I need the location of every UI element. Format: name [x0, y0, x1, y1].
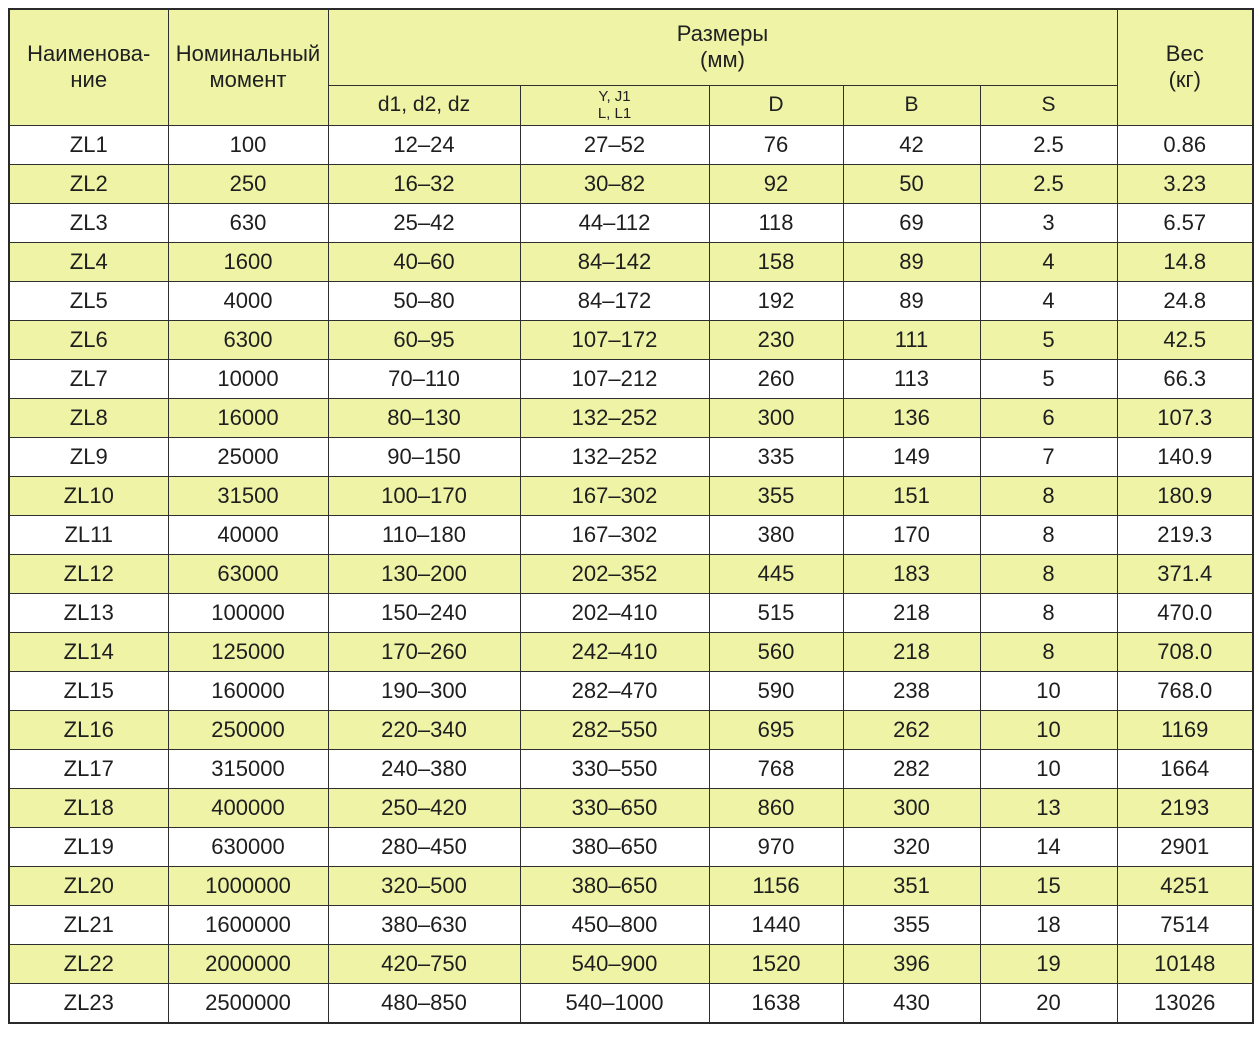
header-weight-line1: Вес [1165, 41, 1204, 67]
shaft-diameter-cell: 25–42 [328, 203, 520, 242]
shaft-diameter-cell: 220–340 [328, 710, 520, 749]
weight-cell: 0.86 [1117, 125, 1253, 164]
outer-diameter-cell: 300 [709, 398, 843, 437]
gap-s-cell: 8 [980, 593, 1117, 632]
nominal-moment-cell: 2500000 [168, 983, 328, 1023]
nominal-moment-cell: 160000 [168, 671, 328, 710]
gap-s-cell: 10 [980, 671, 1117, 710]
gap-s-cell: 8 [980, 632, 1117, 671]
model-cell: ZL23 [9, 983, 168, 1023]
width-b-cell: 430 [843, 983, 980, 1023]
shaft-diameter-cell: 480–850 [328, 983, 520, 1023]
model-cell: ZL1 [9, 125, 168, 164]
shaft-diameter-cell: 60–95 [328, 320, 520, 359]
hub-length-cell: 202–410 [520, 593, 709, 632]
width-b-cell: 111 [843, 320, 980, 359]
header-dimensions-line1: Размеры [676, 21, 769, 47]
model-cell: ZL4 [9, 242, 168, 281]
weight-cell: 371.4 [1117, 554, 1253, 593]
width-b-cell: 282 [843, 749, 980, 788]
weight-cell: 107.3 [1117, 398, 1253, 437]
shaft-diameter-cell: 170–260 [328, 632, 520, 671]
header-dimensions-line2: (мм) [700, 47, 745, 73]
hub-length-cell: 380–650 [520, 827, 709, 866]
table-row [9, 281, 1253, 320]
nominal-moment-cell: 25000 [168, 437, 328, 476]
weight-cell: 140.9 [1117, 437, 1253, 476]
hub-length-cell: 132–252 [520, 437, 709, 476]
nominal-moment-cell: 630000 [168, 827, 328, 866]
nominal-moment-cell: 125000 [168, 632, 328, 671]
nominal-moment-cell: 250 [168, 164, 328, 203]
outer-diameter-cell: 445 [709, 554, 843, 593]
nominal-moment-cell: 31500 [168, 476, 328, 515]
table-body [9, 125, 1253, 1023]
header-hub-lengths [520, 85, 709, 125]
gap-s-cell: 20 [980, 983, 1117, 1023]
outer-diameter-cell: 1638 [709, 983, 843, 1023]
header-name-line1: Наименова- [27, 41, 151, 67]
hub-length-cell: 107–212 [520, 359, 709, 398]
model-cell: ZL16 [9, 710, 168, 749]
model-cell: ZL10 [9, 476, 168, 515]
model-cell: ZL15 [9, 671, 168, 710]
shaft-diameter-cell: 130–200 [328, 554, 520, 593]
model-cell: ZL3 [9, 203, 168, 242]
width-b-cell: 136 [843, 398, 980, 437]
hub-length-cell: 167–302 [520, 476, 709, 515]
model-cell: ZL12 [9, 554, 168, 593]
model-cell: ZL9 [9, 437, 168, 476]
gap-s-cell: 19 [980, 944, 1117, 983]
width-b-cell: 218 [843, 632, 980, 671]
gap-s-cell: 2.5 [980, 125, 1117, 164]
outer-diameter-cell: 76 [709, 125, 843, 164]
nominal-moment-cell: 100000 [168, 593, 328, 632]
nominal-moment-cell: 6300 [168, 320, 328, 359]
width-b-cell: 300 [843, 788, 980, 827]
shaft-diameter-cell: 40–60 [328, 242, 520, 281]
weight-cell: 14.8 [1117, 242, 1253, 281]
width-b-cell: 170 [843, 515, 980, 554]
table-row [9, 125, 1253, 164]
width-b-cell: 89 [843, 242, 980, 281]
header-moment-line1: Номинальный [175, 41, 321, 67]
table-row [9, 242, 1253, 281]
model-cell: ZL5 [9, 281, 168, 320]
weight-cell: 4251 [1117, 866, 1253, 905]
nominal-moment-cell: 315000 [168, 749, 328, 788]
gap-s-cell: 4 [980, 281, 1117, 320]
weight-cell: 7514 [1117, 905, 1253, 944]
table-row [9, 671, 1253, 710]
shaft-diameter-cell: 280–450 [328, 827, 520, 866]
outer-diameter-cell: 355 [709, 476, 843, 515]
outer-diameter-cell: 118 [709, 203, 843, 242]
model-cell: ZL21 [9, 905, 168, 944]
table-row [9, 827, 1253, 866]
model-cell: ZL14 [9, 632, 168, 671]
weight-cell: 219.3 [1117, 515, 1253, 554]
shaft-diameter-cell: 150–240 [328, 593, 520, 632]
weight-cell: 24.8 [1117, 281, 1253, 320]
hub-length-cell: 282–470 [520, 671, 709, 710]
table-row [9, 905, 1253, 944]
outer-diameter-cell: 1520 [709, 944, 843, 983]
width-b-cell: 149 [843, 437, 980, 476]
hub-length-cell: 282–550 [520, 710, 709, 749]
hub-length-cell: 132–252 [520, 398, 709, 437]
shaft-diameter-cell: 380–630 [328, 905, 520, 944]
shaft-diameter-cell: 16–32 [328, 164, 520, 203]
outer-diameter-cell: 260 [709, 359, 843, 398]
header-weight [1117, 9, 1253, 125]
header-nominal-moment [168, 9, 328, 125]
outer-diameter-cell: 335 [709, 437, 843, 476]
weight-cell: 42.5 [1117, 320, 1253, 359]
gap-s-cell: 6 [980, 398, 1117, 437]
table-row [9, 944, 1253, 983]
shaft-diameter-cell: 70–110 [328, 359, 520, 398]
gap-s-cell: 13 [980, 788, 1117, 827]
gap-s-cell: 14 [980, 827, 1117, 866]
header-name [9, 9, 168, 125]
outer-diameter-cell: 860 [709, 788, 843, 827]
table-row [9, 749, 1253, 788]
table-row [9, 203, 1253, 242]
shaft-diameter-cell: 50–80 [328, 281, 520, 320]
table-row [9, 398, 1253, 437]
table-row [9, 476, 1253, 515]
weight-cell: 2901 [1117, 827, 1253, 866]
outer-diameter-cell: 560 [709, 632, 843, 671]
hub-length-cell: 30–82 [520, 164, 709, 203]
shaft-diameter-cell: 190–300 [328, 671, 520, 710]
width-b-cell: 183 [843, 554, 980, 593]
shaft-diameter-cell: 80–130 [328, 398, 520, 437]
model-cell: ZL7 [9, 359, 168, 398]
width-b-cell: 151 [843, 476, 980, 515]
table-row [9, 788, 1253, 827]
gap-s-cell: 8 [980, 476, 1117, 515]
width-b-cell: 113 [843, 359, 980, 398]
gap-s-cell: 2.5 [980, 164, 1117, 203]
width-b-cell: 218 [843, 593, 980, 632]
table-row [9, 710, 1253, 749]
hub-length-cell: 84–172 [520, 281, 709, 320]
gap-s-cell: 10 [980, 749, 1117, 788]
coupling-spec-table [8, 8, 1254, 1024]
weight-cell: 470.0 [1117, 593, 1253, 632]
outer-diameter-cell: 92 [709, 164, 843, 203]
model-cell: ZL11 [9, 515, 168, 554]
gap-s-cell: 7 [980, 437, 1117, 476]
gap-s-cell: 15 [980, 866, 1117, 905]
width-b-cell: 262 [843, 710, 980, 749]
shaft-diameter-cell: 110–180 [328, 515, 520, 554]
table-row [9, 983, 1253, 1023]
shaft-diameter-cell: 12–24 [328, 125, 520, 164]
nominal-moment-cell: 1600 [168, 242, 328, 281]
hub-length-cell: 202–352 [520, 554, 709, 593]
table-row [9, 515, 1253, 554]
width-b-cell: 69 [843, 203, 980, 242]
outer-diameter-cell: 192 [709, 281, 843, 320]
hub-length-cell: 27–52 [520, 125, 709, 164]
model-cell: ZL17 [9, 749, 168, 788]
table-row [9, 554, 1253, 593]
outer-diameter-cell: 515 [709, 593, 843, 632]
hub-length-cell: 84–142 [520, 242, 709, 281]
width-b-cell: 355 [843, 905, 980, 944]
outer-diameter-cell: 695 [709, 710, 843, 749]
width-b-cell: 50 [843, 164, 980, 203]
weight-cell: 10148 [1117, 944, 1253, 983]
width-b-cell: 320 [843, 827, 980, 866]
header-gap-s: S [980, 85, 1117, 125]
header-width-b: B [843, 85, 980, 125]
shaft-diameter-cell: 90–150 [328, 437, 520, 476]
gap-s-cell: 5 [980, 320, 1117, 359]
weight-cell: 3.23 [1117, 164, 1253, 203]
model-cell: ZL8 [9, 398, 168, 437]
shaft-diameter-cell: 100–170 [328, 476, 520, 515]
header-shaft-diameters: d1, d2, dz [328, 85, 520, 125]
table-row [9, 437, 1253, 476]
header-hub-lengths-line2: L, L1 [597, 105, 632, 122]
model-cell: ZL6 [9, 320, 168, 359]
model-cell: ZL13 [9, 593, 168, 632]
gap-s-cell: 5 [980, 359, 1117, 398]
table-row [9, 320, 1253, 359]
hub-length-cell: 540–1000 [520, 983, 709, 1023]
shaft-diameter-cell: 320–500 [328, 866, 520, 905]
nominal-moment-cell: 1600000 [168, 905, 328, 944]
width-b-cell: 351 [843, 866, 980, 905]
header-hub-lengths-line1: Y, J1 [598, 88, 631, 105]
hub-length-cell: 167–302 [520, 515, 709, 554]
nominal-moment-cell: 16000 [168, 398, 328, 437]
nominal-moment-cell: 10000 [168, 359, 328, 398]
header-weight-line2: (кг) [1168, 67, 1201, 93]
nominal-moment-cell: 63000 [168, 554, 328, 593]
nominal-moment-cell: 400000 [168, 788, 328, 827]
hub-length-cell: 450–800 [520, 905, 709, 944]
nominal-moment-cell: 630 [168, 203, 328, 242]
model-cell: ZL18 [9, 788, 168, 827]
table-row [9, 359, 1253, 398]
outer-diameter-cell: 590 [709, 671, 843, 710]
hub-length-cell: 107–172 [520, 320, 709, 359]
weight-cell: 13026 [1117, 983, 1253, 1023]
outer-diameter-cell: 1440 [709, 905, 843, 944]
gap-s-cell: 8 [980, 515, 1117, 554]
hub-length-cell: 242–410 [520, 632, 709, 671]
outer-diameter-cell: 970 [709, 827, 843, 866]
outer-diameter-cell: 380 [709, 515, 843, 554]
width-b-cell: 396 [843, 944, 980, 983]
header-name-line2: ние [70, 67, 108, 93]
weight-cell: 66.3 [1117, 359, 1253, 398]
table-row [9, 164, 1253, 203]
shaft-diameter-cell: 420–750 [328, 944, 520, 983]
hub-length-cell: 330–650 [520, 788, 709, 827]
width-b-cell: 42 [843, 125, 980, 164]
header-moment-line2: момент [209, 67, 287, 93]
weight-cell: 180.9 [1117, 476, 1253, 515]
model-cell: ZL2 [9, 164, 168, 203]
gap-s-cell: 18 [980, 905, 1117, 944]
header-dimensions [328, 9, 1117, 85]
width-b-cell: 89 [843, 281, 980, 320]
table-row [9, 593, 1253, 632]
model-cell: ZL19 [9, 827, 168, 866]
gap-s-cell: 4 [980, 242, 1117, 281]
nominal-moment-cell: 1000000 [168, 866, 328, 905]
gap-s-cell: 3 [980, 203, 1117, 242]
shaft-diameter-cell: 240–380 [328, 749, 520, 788]
weight-cell: 1664 [1117, 749, 1253, 788]
hub-length-cell: 540–900 [520, 944, 709, 983]
weight-cell: 708.0 [1117, 632, 1253, 671]
weight-cell: 6.57 [1117, 203, 1253, 242]
model-cell: ZL22 [9, 944, 168, 983]
outer-diameter-cell: 158 [709, 242, 843, 281]
outer-diameter-cell: 230 [709, 320, 843, 359]
nominal-moment-cell: 2000000 [168, 944, 328, 983]
outer-diameter-cell: 768 [709, 749, 843, 788]
nominal-moment-cell: 40000 [168, 515, 328, 554]
outer-diameter-cell: 1156 [709, 866, 843, 905]
hub-length-cell: 380–650 [520, 866, 709, 905]
weight-cell: 768.0 [1117, 671, 1253, 710]
gap-s-cell: 8 [980, 554, 1117, 593]
shaft-diameter-cell: 250–420 [328, 788, 520, 827]
nominal-moment-cell: 100 [168, 125, 328, 164]
nominal-moment-cell: 4000 [168, 281, 328, 320]
header-outer-diameter: D [709, 85, 843, 125]
weight-cell: 2193 [1117, 788, 1253, 827]
model-cell: ZL20 [9, 866, 168, 905]
table-row [9, 632, 1253, 671]
nominal-moment-cell: 250000 [168, 710, 328, 749]
gap-s-cell: 10 [980, 710, 1117, 749]
hub-length-cell: 330–550 [520, 749, 709, 788]
weight-cell: 1169 [1117, 710, 1253, 749]
width-b-cell: 238 [843, 671, 980, 710]
hub-length-cell: 44–112 [520, 203, 709, 242]
table-row [9, 866, 1253, 905]
